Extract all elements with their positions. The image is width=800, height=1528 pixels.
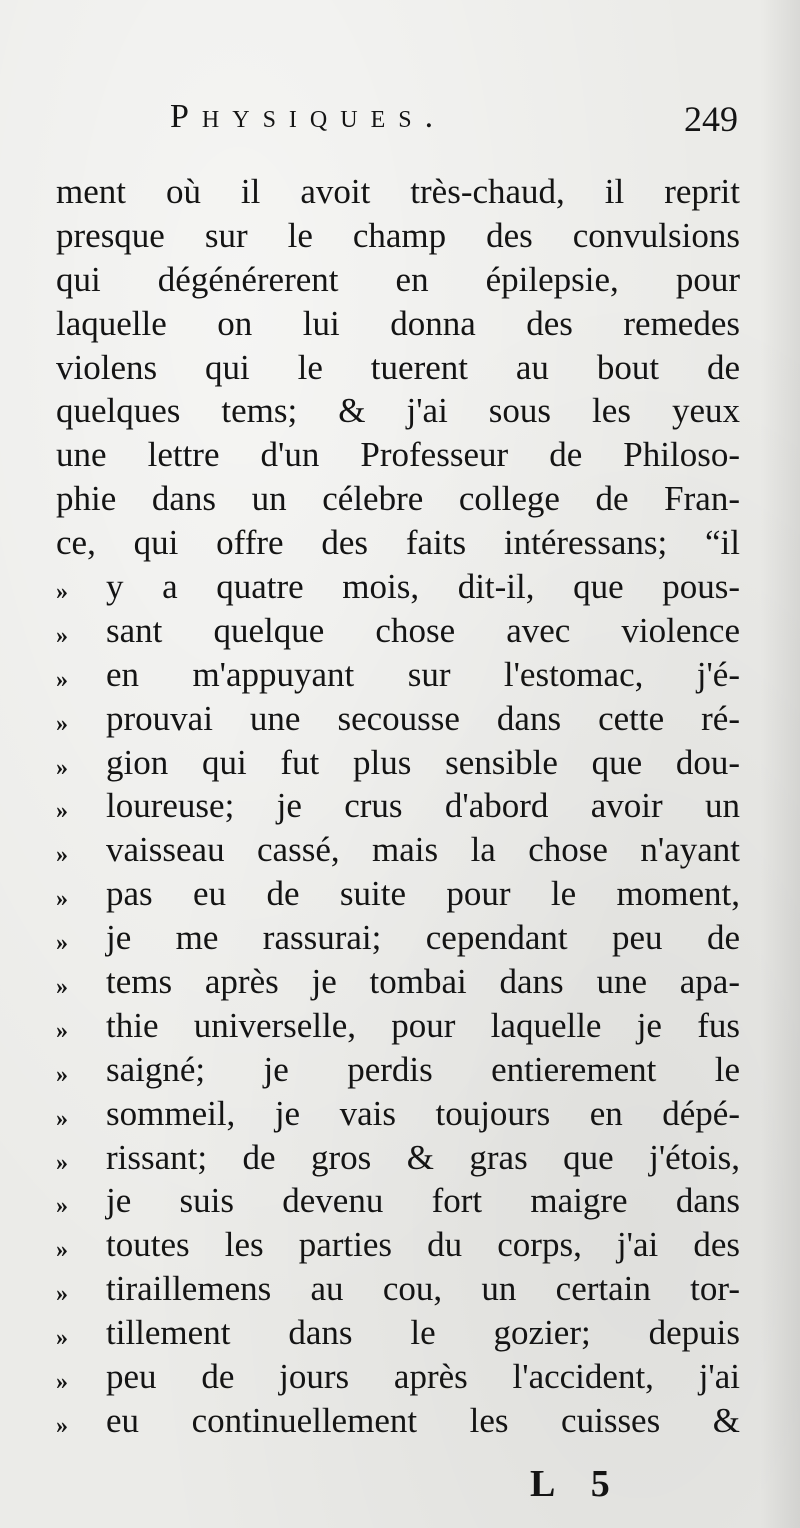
line-text: violens qui le tuerent au bout de (56, 347, 740, 387)
quote-mark: » (56, 930, 68, 957)
text-line (56, 258, 740, 302)
line-text: eu continuellement les cuisses & (106, 1400, 740, 1440)
line-text: je me rassurai; cependant peu de (106, 918, 740, 958)
line-text: phie dans un célebre college de Fran- (56, 479, 740, 519)
running-title: Physiques. (170, 98, 447, 135)
quote-mark: » (56, 974, 68, 1001)
quote-mark: » (56, 622, 68, 649)
line-text: pas eu de suite pour le moment, (106, 874, 740, 914)
quote-mark: » (56, 710, 68, 737)
text-line (56, 872, 740, 916)
page-edge-shadow (760, 0, 800, 1528)
line-text: laquelle on lui donna des remedes (56, 303, 740, 343)
text-line (56, 302, 740, 346)
line-text: toutes les parties du corps, j'ai des (106, 1225, 740, 1265)
quote-mark: » (56, 1325, 68, 1352)
text-line (56, 741, 740, 785)
text-line (56, 653, 740, 697)
text-line (56, 697, 740, 741)
line-text: tiraillemens au cou, un certain tor- (106, 1269, 740, 1309)
line-text: quelques tems; & j'ai sous les yeux (56, 391, 740, 431)
quote-mark: » (56, 1369, 68, 1396)
line-text: sommeil, je vais toujours en dépé- (106, 1093, 740, 1133)
quote-mark: » (56, 798, 68, 825)
text-line (56, 960, 740, 1004)
line-text: rissant; de gros & gras que j'étois, (106, 1137, 740, 1177)
text-line (56, 1048, 740, 1092)
text-line (56, 916, 740, 960)
text-line (56, 170, 740, 214)
text-line (56, 565, 740, 609)
line-text: gion qui fut plus sensible que dou- (106, 742, 740, 782)
quote-mark: » (56, 666, 68, 693)
text-line (56, 784, 740, 828)
line-text: y a quatre mois, dit-il, que pous- (106, 567, 740, 607)
line-text: loureuse; je crus d'abord avoir un (106, 786, 740, 826)
line-text: tillement dans le gozier; depuis (106, 1313, 740, 1353)
line-text: je suis devenu fort maigre dans (106, 1181, 740, 1221)
quote-mark: » (56, 1193, 68, 1220)
line-text: ment où il avoit très-chaud, il reprit (56, 172, 740, 211)
text-line (56, 389, 740, 433)
quote-mark: » (56, 1017, 68, 1044)
text-line (56, 346, 740, 390)
line-text: presque sur le champ des convulsions (56, 215, 740, 255)
text-line (56, 1355, 740, 1399)
line-text: tems après je tombai dans une apa- (106, 962, 740, 1002)
text-line (56, 609, 740, 653)
text-line (56, 477, 740, 521)
quote-mark: » (56, 1149, 68, 1176)
text-line (56, 1136, 740, 1180)
text-line (56, 521, 740, 565)
text-line (56, 1399, 740, 1443)
signature-mark: L 5 (530, 1463, 624, 1505)
text-line (56, 214, 740, 258)
quote-mark: » (56, 1061, 68, 1088)
page-header (170, 98, 738, 148)
text-line (56, 1267, 740, 1311)
text-line (56, 828, 740, 872)
text-line (56, 1092, 740, 1136)
quote-mark: » (56, 1281, 68, 1308)
line-text: en m'appuyant sur l'estomac, j'é- (106, 654, 740, 694)
body-text (56, 170, 740, 1443)
text-line (56, 1311, 740, 1355)
line-text: sant quelque chose avec violence (106, 610, 740, 650)
text-line (56, 1223, 740, 1267)
quote-mark: » (56, 1412, 68, 1439)
line-text: vaisseau cassé, mais la chose n'ayant (106, 830, 740, 870)
line-text: thie universelle, pour laquelle je fus (106, 1005, 740, 1045)
line-text: ce, qui offre des faits intéressans; “il (56, 523, 740, 563)
quote-mark: » (56, 842, 68, 869)
quote-mark: » (56, 754, 68, 781)
quote-mark: » (56, 579, 68, 606)
text-line (56, 1179, 740, 1223)
quote-mark: » (56, 1105, 68, 1132)
page-number: 249 (684, 99, 738, 139)
line-text: saigné; je perdis entierement le (106, 1049, 740, 1089)
line-text: qui dégénérerent en épilepsie, pour (56, 259, 740, 299)
quote-mark: » (56, 886, 68, 913)
line-text: prouvai une secousse dans cette ré- (106, 698, 740, 738)
quote-mark: » (56, 1237, 68, 1264)
text-line (56, 433, 740, 477)
line-text: une lettre d'un Professeur de Philoso- (56, 435, 740, 475)
text-line (56, 1004, 740, 1048)
line-text: peu de jours après l'accident, j'ai (106, 1357, 740, 1397)
